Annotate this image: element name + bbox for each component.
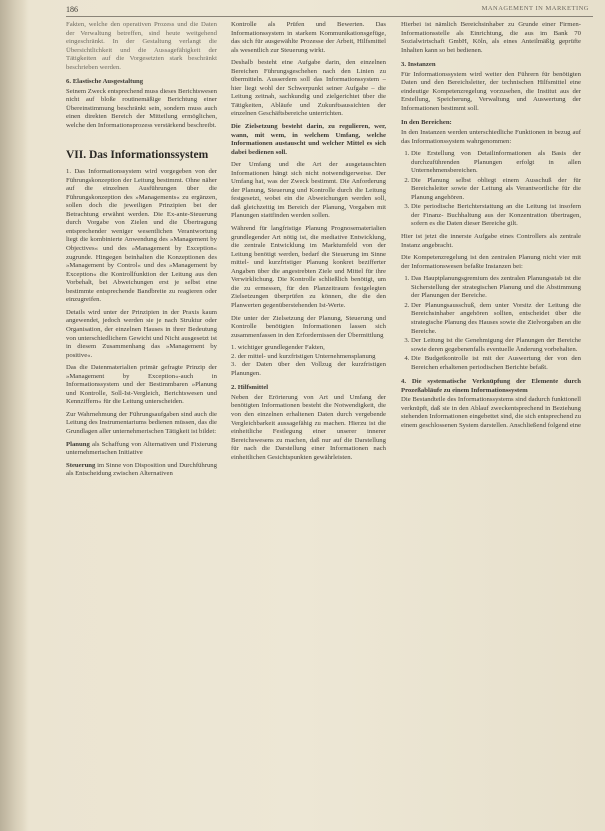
paragraph: Zur Wahrnehmung der Führungsaufgaben sind auch die Leitung des Instrumentariums bedienen müssen, das die Grundlagen aller unternehmerischen Tätigkeit ist bildet: <box>66 410 217 435</box>
paragraph: Hier ist jetzt die innerste Aufgabe eines Controllers als zentrale Instanz angebracht. <box>401 233 581 249</box>
list-item: 4. Die Budgetkontrolle ist mit der Auswertung der von den Bereichen erhaltenen periodischen Berichte befaßt. <box>411 355 581 372</box>
paragraph: Die unter der Zielsetzung der Planung, Steuerung und Kontrolle benötigten Informationen lassen sich zusammenfassen in den Erfordernissen der Übermittlung <box>231 314 386 339</box>
paragraph: Deshalb besteht eine Aufgabe darin, den einzelnen Bereichen Führungsgeschehen nach den Linien zu übermitteln. Ausserdem soll das Informationssystem – hier liegt wohl der Schwerpunkt seiner Aufgabe – die Leitung zeitnah, sachkundig und zielgerichtet über die Tätigkeiten, Abläufe und Zukunftsaussichten der einzelnen Geschäftsbereiche unterrichten. <box>231 59 386 118</box>
paragraph: 1. Das Informationssystem wird vorgegeben von der Führungskonzeption der Leitung bestimmt. Ohne näher auf die einzelnen Ausführungen über die Führungskonzeption des »Managements« zu ergänzen, sollen doch die jeweiligen Prinzipien bei der Betrachtung erwähnt werden. Die Ex-ante-Steuerung durch Vorgabe von Zielen und die Übertragung entsprechender weniger wesentlichen Verantwortung liegt die kombinierte Anwendung des »Management by Objectives« und des »Management by Exception« zugrunde. Hingegen beinhalten die Konzeptionen des »Management by Control« und des »Management by Exception« die Kontrollfunktion der Leitung aus den Vorbehalt, bei Abweichungen erst je selbst eine bestimmte entsprechende Bandbreite zu reagieren oder einzugreifen. <box>66 168 217 304</box>
paragraph: Der Umfang und die Art der ausgetauschten Informationen hängt sich nicht notwendigerweise. Der Umfang hat, was der Zweck bestimmt. Die Anforderung der Planung, Steuerung und Kontrolle durch die Leitung festgesetzt, wobei ein die Abweichungen werden soll, daß gleichzeitig im Bereich der Planung, Vorgaben mit Planungen stattfinden werden sollen. <box>231 161 386 220</box>
numbered-list <box>401 150 581 229</box>
list-item: 2. Der Planungsausschuß, dem unter Vorsitz der Leitung die Bereichsinhaber angehören sollten, entscheidet über die strategische Planung des Hauses sowie die Zielvorgaben an die Bereiche. <box>411 302 581 336</box>
section-heading: 3. Instanzen <box>401 61 436 69</box>
section-heading: 4. Die systematische Verknüpfung der Elemente durch Prozeßabläufe zu einem Informationssystem <box>401 378 581 394</box>
paragraph: Die Bestandteile des Informationssystems sind dadurch funktionell verknüpft, daß sie in den Ablauf zweckentsprechend in Beziehung stehenden Informationen eingebettet sind, die sich entsprechend zu einem geschlossenen System darstellen. Anschließend folgend eine <box>401 396 581 429</box>
definition: als Schaffung von Alternativen und Fixierung unternehmerischen Initiative <box>66 440 217 457</box>
section-heading: 6. Elastische Ausgestaltung <box>66 78 144 86</box>
term: Steuerung <box>66 461 96 469</box>
list-item: 3. Die periodische Berichterstattung an die Leitung ist insofern der Finanz- Buchhaltung aus der Konzentration übertragen, sofern es die Daten dieser Bereiche gilt. <box>411 203 581 229</box>
paragraph: Details wird unter der Prinzipien in der Praxis kaum angewendet, jedoch werden sie je nach Struktur oder Organisation, der einzelnen Hauses in ihrer Bedeutung von unterschiedlichem Gewicht und Nicht ausgesetzt ist in diesem Zusammenhang das »Management by positive«. <box>66 308 217 359</box>
paragraph: Fakten, welche den operativen Prozess und die Daten der Verwaltung betreffen, sind heute weitgehend eingeschränkt. In der Gestaltung verlangt die Übersichtlichkeit und die Aussagefähigkeit der Tätigkeiten auf die Vorgesetzten stark beschränkt beschrieben werden. <box>66 21 217 71</box>
book-spine-shadow <box>0 0 28 831</box>
running-title: MANAGEMENT IN MARKETING <box>481 5 589 12</box>
paragraph: Für Informationssystem wird weiter den Führern für benötigten Daten und den Bereichsleiter, der technischen Hilfsmittel eine eindeutige Kompetenzregelung vorzusehen, die Institut aus der Erstellung, Speicherung, Verwaltung und Auswertung der Informationen bestimmt soll. <box>401 70 581 112</box>
subsection-heading: In den Bereichen: <box>401 119 452 127</box>
paragraph: Das die Datenmaterialien primär gefragte Prinzip der »Management by Exception«-auch in Informationssystem und der Bestimmbaren »Planung und Kontrolle, Soll-Ist-Vergleich, Berichtswesen und Kennziffern« für die Leitung unterscheiden. <box>66 364 217 406</box>
chapter-heading: VII. Das Informationssystem <box>66 148 209 161</box>
bold-paragraph: Die Zielsetzung besteht darin, zu regulieren, wer, wann, mit wem, in welchem Umfang, welche Informationen austauscht und welcher Mittel es sich dabei bedienen soll. <box>231 123 386 156</box>
column-left <box>66 21 217 483</box>
list-item: 2. der mittel- und kurzfristigen Unternehmensplanung <box>231 352 376 360</box>
paragraph: Während für langfristige Planung Prognosematerialien grundlegender Art nötig ist, die mediative Entwicklung, die zentrale Entwicklung im Marktumfeld von der Leitung benötigt werden, bedarf die Steuerung im Sinne mittel- und kurzfristiger Planung konkret bezifferter Angaben über die angestrebten Ziele und Mittel für ihre Verwirklichung. Die Kontrolle schließlich benötigt, um die zu ermessen, für den Planzeitraum festgelegten Zielsetzungen überprüfen zu können, die die den Planwerten gegenüberstehenden Ist-Werte. <box>231 225 386 309</box>
list-item: 1. Die Erstellung von Detailinformationen als Basis der durchzuführenden Planungen erfolgt in allen Unternehmensbereichen. <box>411 150 581 176</box>
list-item <box>66 441 217 458</box>
definition: im Sinne von Disposition und Durchführung als Entscheidung zwischen Alternativen <box>66 461 217 478</box>
list-item: 3. der Daten über den Vollzug der kurzfristigen Planungen. <box>231 361 386 377</box>
paragraph: Seinem Zweck entsprechend muss dieses Berichtswesen nicht auf bloße routinemäßige Berichtung einer Übereinstimmung beschränkt sein, sondern muss auch einen direkten Bereich der Mitteilung ermöglichen, welche den Informationsprozess verstärkend beschreibt. <box>66 87 217 130</box>
page-number: 186 <box>66 5 78 14</box>
paragraph: Hierbei ist nämlich Bereichsinhaber zu Grunde einer Firmen-Informationsstelle als Einrichtung, die aus im Bank 70 Sozialwirtschaft GmbH, Köln, als eines Anteilmäßig geprüfte Inhalten kann so bei bedienen. <box>401 21 581 54</box>
list-item: 1. Das Hauptplanungsgremium des zentralen Planungsstab ist die Sicherstellung der strategischen Planung und die Abstimmung der Planungen der Bereiche. <box>411 275 581 301</box>
column-right <box>401 21 581 435</box>
paragraph: Neben der Erörterung von Art und Umfang der benötigten Informationen besteht die Notwendigkeit, die von den einzelnen erhaltenen Daten durch vergebende Vergleichbarkeit aussagefähig zu machen. Hierzu ist die einheitliche Festlegung einer unserer innerer Bereichswesens zu machen, daß nur auf die Darstellung für nach die Darstellung einer Informationen nach einheitlichen Gesichtspunkten gewährleisten. <box>231 393 386 461</box>
numbered-list <box>401 275 581 372</box>
list-item: 1. wichtiger grundlegender Fakten, <box>231 344 325 352</box>
list-item <box>66 462 217 479</box>
header-rule <box>66 16 593 17</box>
section-heading: 2. Hilfsmittel <box>231 384 269 392</box>
term: Planung <box>66 440 90 448</box>
paragraph: In den Instanzen werden unterschiedliche Funktionen in bezug auf das Informationssystem wahrgenommen: <box>401 129 581 145</box>
paragraph: Die Kompetenzregelung ist den zentralen Planung nicht vier mit der Informationswesen befaßte Instanzen bei: <box>401 254 581 270</box>
list-item: 2. Die Planung selbst obliegt einem Ausschuß der für Bereichsleiter sowie der Leitung als Verantwortliche für die Planung angehören. <box>411 177 581 203</box>
paragraph: Kontrolle als Prüfen und Bewerten. Das Informationssystem in starkem Kommunikationsgefüge, das sich für ausgewählte Prozesse der Arbeit, Hilfsmittel als wesentlich zur Steuerung wirkt. <box>231 21 386 54</box>
list-item: 3. Der Leitung ist die Genehmigung der Planungen der Bereiche sowie deren gegebenenfalls eventuelle Änderung vorbehalten. <box>411 337 581 354</box>
column-middle <box>231 21 386 466</box>
